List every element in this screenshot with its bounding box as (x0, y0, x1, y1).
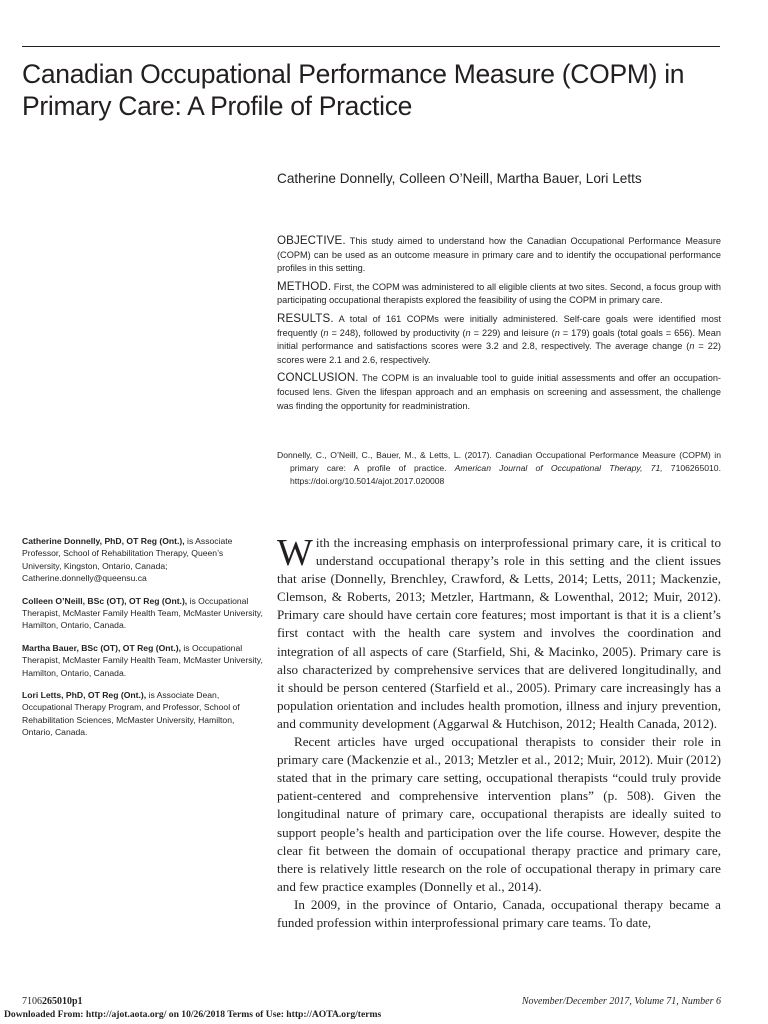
affiliation-name: Colleen O’Neill, BSc (OT), OT Reg (Ont.), (22, 595, 188, 606)
code-bold: 265010 (42, 996, 72, 1007)
results-heading: RESULTS. (277, 311, 334, 325)
body-paragraph-1-text: ith the increasing emphasis on interprofessional primary care, it is critical to understand occupational therapy’s role in this setting and the client issues that arise (Donnelly, Brenchley, Crawford, & Letts, 2014; Letts, 2011; Mackenzie, Clemson, & Roberts, 2013; Metzler, Hartmann, & Lowenthal, 2012; Muir, 2012). Primary care should have certain core features; most important is that it is a client’s first contact with the health care system and involves the coordination and integration of all aspects of care (Starfield, Shi, & Macinko, 2005). Primary care is also characterized by comprehensive services that are delivered longitudinally, and it should be person centered (Starfield et al., 2005). Primary care increasingly has a population orientation and includes health promotion, illness and injury prevention, and community development (Aggarwal & Hutchison, 2012; Health Canada, 2012). (277, 535, 721, 731)
affiliation-bauer (22, 642, 264, 679)
article-code (22, 996, 83, 1007)
download-notice: Downloaded From: http://ajot.aota.org/ on 10/26/2018 Terms of Use: http://AOTA.org/terms (4, 1009, 382, 1020)
results-text-1: A total of 161 COPMs were initially administered. Self-care goals were identified most frequently ( (277, 313, 721, 338)
citation-journal: American Journal of Occupational Therapy, 71, (454, 463, 663, 474)
body-paragraph-2: Recent articles have urged occupational therapists to consider their role in primary care (Mackenzie et al., 2013; Metzler et al., 2012; Muir, 2012). Muir (2012) stated that in the primary care setting, occupational therapists “could truly provide patient-centered and comprehensive intervention plans” (p. 508). Given the longitudinal nature of primary care, occupational therapists are ideally suited to support people’s health and participation over the life course. However, despite the clear fit between the domain of occupational therapy practice and primary care, there is relatively little research on the role of occupational therapy in primary care and few practice examples (Donnelly et al., 2014). (277, 734, 721, 894)
body-paragraph-3: In 2009, in the province of Ontario, Canada, occupational therapy became a funded profession within interprofessional primary care teams. To date, (277, 896, 721, 930)
objective-text: This study aimed to understand how the Canadian Occupational Performance Measure (COPM) can be used as an outcome measure in primary care and to identify the occupational performance profiles in this setting. (277, 236, 721, 274)
method-heading: METHOD. (277, 279, 332, 293)
results-text-5: = 22) scores were 2.1 and 2.6, respectively. (277, 341, 721, 365)
affiliation-letts (22, 689, 264, 739)
results-text-4: = 179) goals (total goals = 656). Mean initial performance and satisfactions scores were 3.2 and 2.8, respectively. The average change ( (277, 327, 721, 352)
abstract-results (277, 312, 721, 367)
affiliation-oneill (22, 595, 264, 632)
affiliation-donnelly (22, 535, 264, 585)
conclusion-text: The COPM is an invaluable tool to guide initial assessments and offer an occupation-focused lens. Given the lifespan approach and an emphasis on screening and assessment, the challenge was finding the opportunity for readministration. (277, 373, 721, 411)
code-prefix: 7106 (22, 996, 42, 1007)
citation-authors-title: Donnelly, C., O’Neill, C., Bauer, M., & Letts, L. (2017). Canadian Occupational Performance Measure (COPM) in primary care: A profile of practice. (277, 450, 721, 474)
results-text-2: = 248), followed by productivity ( (328, 327, 466, 338)
affiliation-text: is Associate Dean, Occupational Therapy Program, and Professor, School of Rehabilitation Sciences, McMaster University, Hamilton, Ontario, Canada. (22, 690, 240, 738)
results-n-2: n (465, 327, 471, 338)
results-n-4: n (689, 341, 695, 352)
conclusion-heading: CONCLUSION. (277, 371, 359, 385)
author-affiliations (22, 535, 264, 749)
article-body (277, 534, 721, 932)
results-n-1: n (323, 327, 329, 338)
affiliation-name: Lori Letts, PhD, OT Reg (Ont.), (22, 690, 147, 701)
abstract (277, 234, 721, 417)
results-n-3: n (554, 327, 560, 338)
affiliation-text: is Occupational Therapist, McMaster Family Health Team, McMaster University, Hamilton, Ontario, Canada. (22, 642, 263, 678)
code-suffix: p1 (72, 996, 83, 1007)
drop-cap: W (277, 532, 313, 574)
abstract-method (277, 280, 721, 308)
affiliation-name: Martha Bauer, BSc (OT), OT Reg (Ont.), (22, 642, 181, 653)
article-title: Canadian Occupational Performance Measure (COPM) in Primary Care: A Profile of Practice (22, 59, 685, 121)
affiliation-text: is Associate Professor, School of Rehabilitation Therapy, Queen’s University, Kingston, Ontario, Canada; Catherine.donnelly@queensu.ca (22, 536, 233, 584)
affiliation-name: Catherine Donnelly, PhD, OT Reg (Ont.), (22, 536, 185, 546)
body-paragraph-1 (277, 534, 721, 733)
author-list: Catherine Donnelly, Colleen O’Neill, Martha Bauer, Lori Letts (277, 171, 642, 186)
abstract-conclusion (277, 371, 721, 413)
affiliation-text: is Occupational Therapist, McMaster Family Health Team, McMaster University, Hamilton, Ontario, Canada. (22, 595, 263, 631)
citation-doi[interactable]: 7106265010. https://doi.org/10.5014/ajot.2017.020008 (290, 463, 721, 487)
method-text: First, the COPM was administered to all eligible clients at two sites. Second, a focus group with participating occupational therapists explored the feasibility of using the COPM in primary care. (277, 281, 721, 306)
top-rule (22, 46, 720, 47)
citation (277, 449, 721, 489)
issue-info: November/December 2017, Volume 71, Number 6 (521, 996, 721, 1007)
objective-heading: OBJECTIVE. (277, 234, 346, 247)
results-text-3: = 229) and leisure ( (470, 327, 555, 338)
abstract-objective (277, 234, 721, 276)
